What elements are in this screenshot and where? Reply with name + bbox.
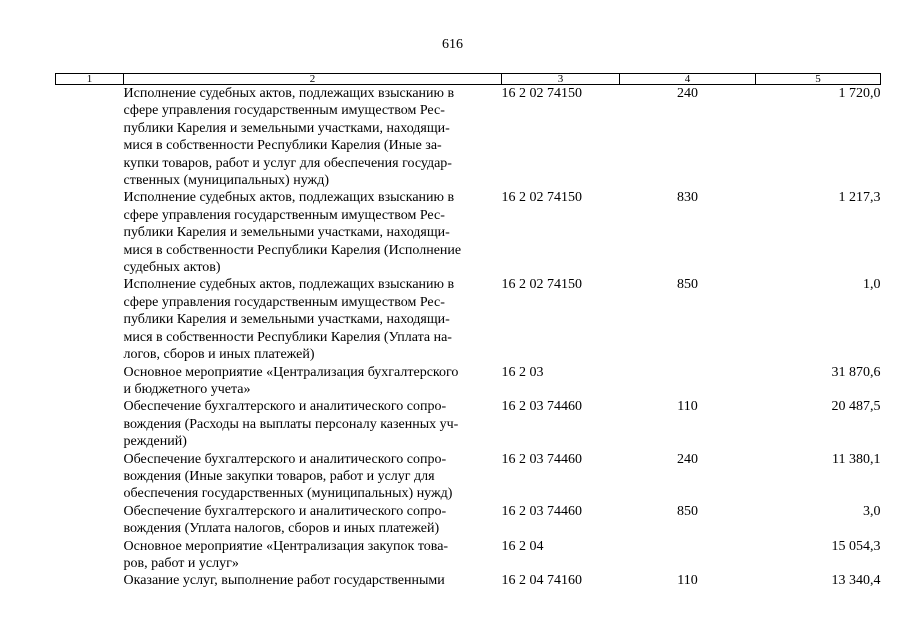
description-line: ственных (муниципальных) нужд) <box>123 173 329 189</box>
row-target-code: 16 2 03 74460 <box>501 451 582 467</box>
row-index-cell <box>56 538 124 573</box>
row-amount: 1 217,3 <box>838 190 881 206</box>
row-amount: 1,0 <box>863 277 881 293</box>
row-index-cell <box>56 398 124 450</box>
description-line: Обеспечение бухгалтерского и аналитического сопро- <box>123 451 447 467</box>
row-expense-type: 850 <box>677 503 698 519</box>
description-line: сфере управления государственным имуществом Рес- <box>123 103 445 119</box>
description-line: судебных актов) <box>123 260 221 276</box>
description-line: мися в собственности Республики Карелия (Уплата на- <box>123 329 452 345</box>
description-line: Оказание услуг, выполнение работ государственными <box>123 573 445 589</box>
table-row <box>56 503 881 538</box>
row-index-cell <box>56 503 124 538</box>
column-number-row <box>56 74 881 85</box>
table-row <box>56 451 881 503</box>
row-index-cell <box>56 276 124 363</box>
row-amount: 3,0 <box>863 503 881 519</box>
row-description <box>124 364 502 399</box>
row-expense-type: 110 <box>677 573 698 589</box>
column-header-3: 3 <box>502 74 620 85</box>
row-description <box>124 189 502 276</box>
table-row <box>56 398 881 450</box>
description-line: мися в собственности Республики Карелия (Иные за- <box>123 138 442 154</box>
row-target-code: 16 2 04 <box>501 538 544 554</box>
row-target-code: 16 2 03 74460 <box>501 399 582 415</box>
row-target-code: 16 2 02 74150 <box>501 190 582 206</box>
description-line: публики Карелия и земельными участками, находящи- <box>123 225 450 241</box>
row-target-code: 16 2 03 <box>501 364 544 380</box>
description-line: обеспечения государственных (муниципальных) нужд) <box>123 486 453 502</box>
row-index-cell <box>56 189 124 276</box>
row-description <box>124 572 502 589</box>
row-index-cell <box>56 451 124 503</box>
row-expense-type: 850 <box>677 277 698 293</box>
row-description <box>124 276 502 363</box>
row-amount: 11 380,1 <box>832 451 881 467</box>
description-line: вождения (Уплата налогов, сборов и иных платежей) <box>123 521 440 537</box>
row-target-code: 16 2 04 74160 <box>501 573 582 589</box>
row-amount: 31 870,6 <box>831 364 881 380</box>
description-line: ров, работ и услуг» <box>123 555 239 571</box>
table-row <box>56 276 881 363</box>
row-index-cell <box>56 572 124 589</box>
column-header-4: 4 <box>620 74 756 85</box>
description-line: публики Карелия и земельными участками, находящи- <box>123 312 450 328</box>
description-line: Исполнение судебных актов, подлежащих взысканию в <box>123 277 455 293</box>
table-row <box>56 538 881 573</box>
budget-table <box>55 73 881 590</box>
row-amount: 13 340,4 <box>831 573 881 589</box>
description-line: Обеспечение бухгалтерского и аналитического сопро- <box>123 399 447 415</box>
table-row <box>56 364 881 399</box>
row-description <box>124 503 502 538</box>
row-index-cell <box>56 85 124 190</box>
table-body <box>56 85 881 590</box>
row-expense-type <box>620 364 756 399</box>
row-description <box>124 538 502 573</box>
row-expense-type: 240 <box>677 86 698 101</box>
column-header-1: 1 <box>56 74 124 85</box>
page-number: 616 <box>442 37 463 52</box>
row-description <box>124 451 502 503</box>
row-amount: 1 720,0 <box>838 86 881 101</box>
column-header-2: 2 <box>124 74 502 85</box>
table-row <box>56 85 881 190</box>
column-header-5: 5 <box>756 74 881 85</box>
table-row <box>56 189 881 276</box>
row-target-code: 16 2 03 74460 <box>501 503 582 519</box>
description-line: вождения (Иные закупки товаров, работ и услуг для <box>123 468 435 484</box>
description-line: Исполнение судебных актов, подлежащих взысканию в <box>123 86 455 101</box>
row-amount: 15 054,3 <box>831 538 881 554</box>
description-line: Исполнение судебных актов, подлежащих взысканию в <box>123 190 455 206</box>
description-line: сфере управления государственным имуществом Рес- <box>123 294 445 310</box>
row-target-code: 16 2 02 74150 <box>501 86 582 101</box>
description-line: купки товаров, работ и услуг для обеспечения государ- <box>123 155 452 171</box>
row-description <box>124 398 502 450</box>
description-line: Основное мероприятие «Централизация закупок това- <box>123 538 449 554</box>
row-description <box>124 85 502 190</box>
row-expense-type: 830 <box>677 190 698 206</box>
row-index-cell <box>56 364 124 399</box>
row-expense-type: 110 <box>677 399 698 415</box>
row-expense-type: 240 <box>677 451 698 467</box>
description-line: Основное мероприятие «Централизация бухгалтерского <box>123 364 459 380</box>
description-line: реждений) <box>123 434 187 450</box>
row-amount: 20 487,5 <box>831 399 881 415</box>
table-row <box>56 572 881 589</box>
row-expense-type <box>620 538 756 573</box>
description-line: сфере управления государственным имуществом Рес- <box>123 207 445 223</box>
description-line: и бюджетного учета» <box>123 381 251 397</box>
description-line: мися в собственности Республики Карелия (Исполнение <box>123 242 462 258</box>
row-target-code: 16 2 02 74150 <box>501 277 582 293</box>
description-line: вождения (Расходы на выплаты персоналу казенных уч- <box>123 416 459 432</box>
description-line: Обеспечение бухгалтерского и аналитического сопро- <box>123 503 447 519</box>
description-line: публики Карелия и земельными участками, находящи- <box>123 120 450 136</box>
description-line: логов, сборов и иных платежей) <box>123 347 315 363</box>
